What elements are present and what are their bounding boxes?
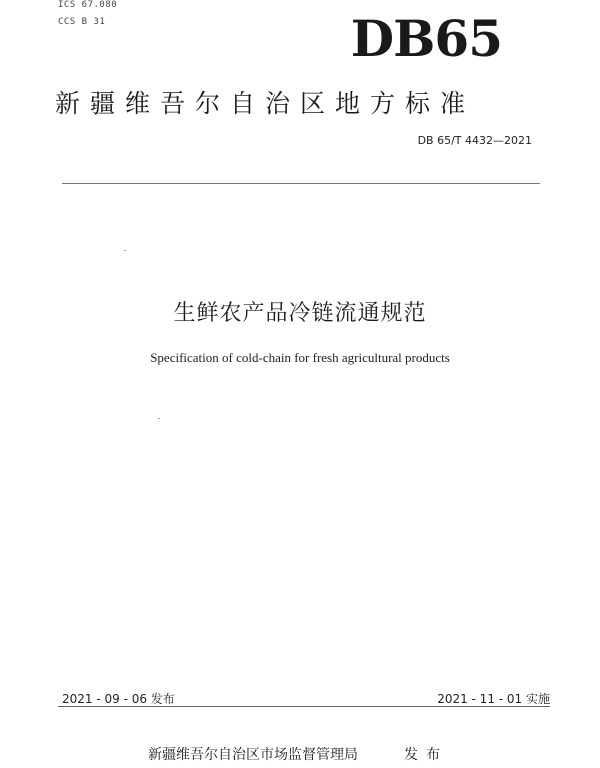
issue-action-label: 发布 xyxy=(404,747,448,763)
issuer-title: 新疆维吾尔自治区地方标准 xyxy=(55,89,476,118)
scan-speck xyxy=(124,250,126,251)
db-logo: DB65 xyxy=(350,9,502,68)
ccs-code: CCS B 31 xyxy=(58,17,106,27)
standard-number: DB 65/T 4432—2021 xyxy=(417,134,532,147)
issue-date: 2021 - 09 - 06 发布 xyxy=(62,692,175,706)
implementation-date: 2021 - 11 - 01 实施 xyxy=(437,692,550,706)
issuing-authority: 新疆维吾尔自治区市场监督管理局 xyxy=(148,747,358,763)
header-divider xyxy=(62,183,540,184)
ics-code: ICS 67.080 xyxy=(58,0,118,10)
standard-title-english: Specification of cold-chain for fresh agricultural products xyxy=(150,350,450,365)
standard-title-chinese: 生鲜农产品冷链流通规范 xyxy=(173,301,427,326)
footer-divider xyxy=(58,706,550,707)
scan-speck xyxy=(158,418,160,419)
